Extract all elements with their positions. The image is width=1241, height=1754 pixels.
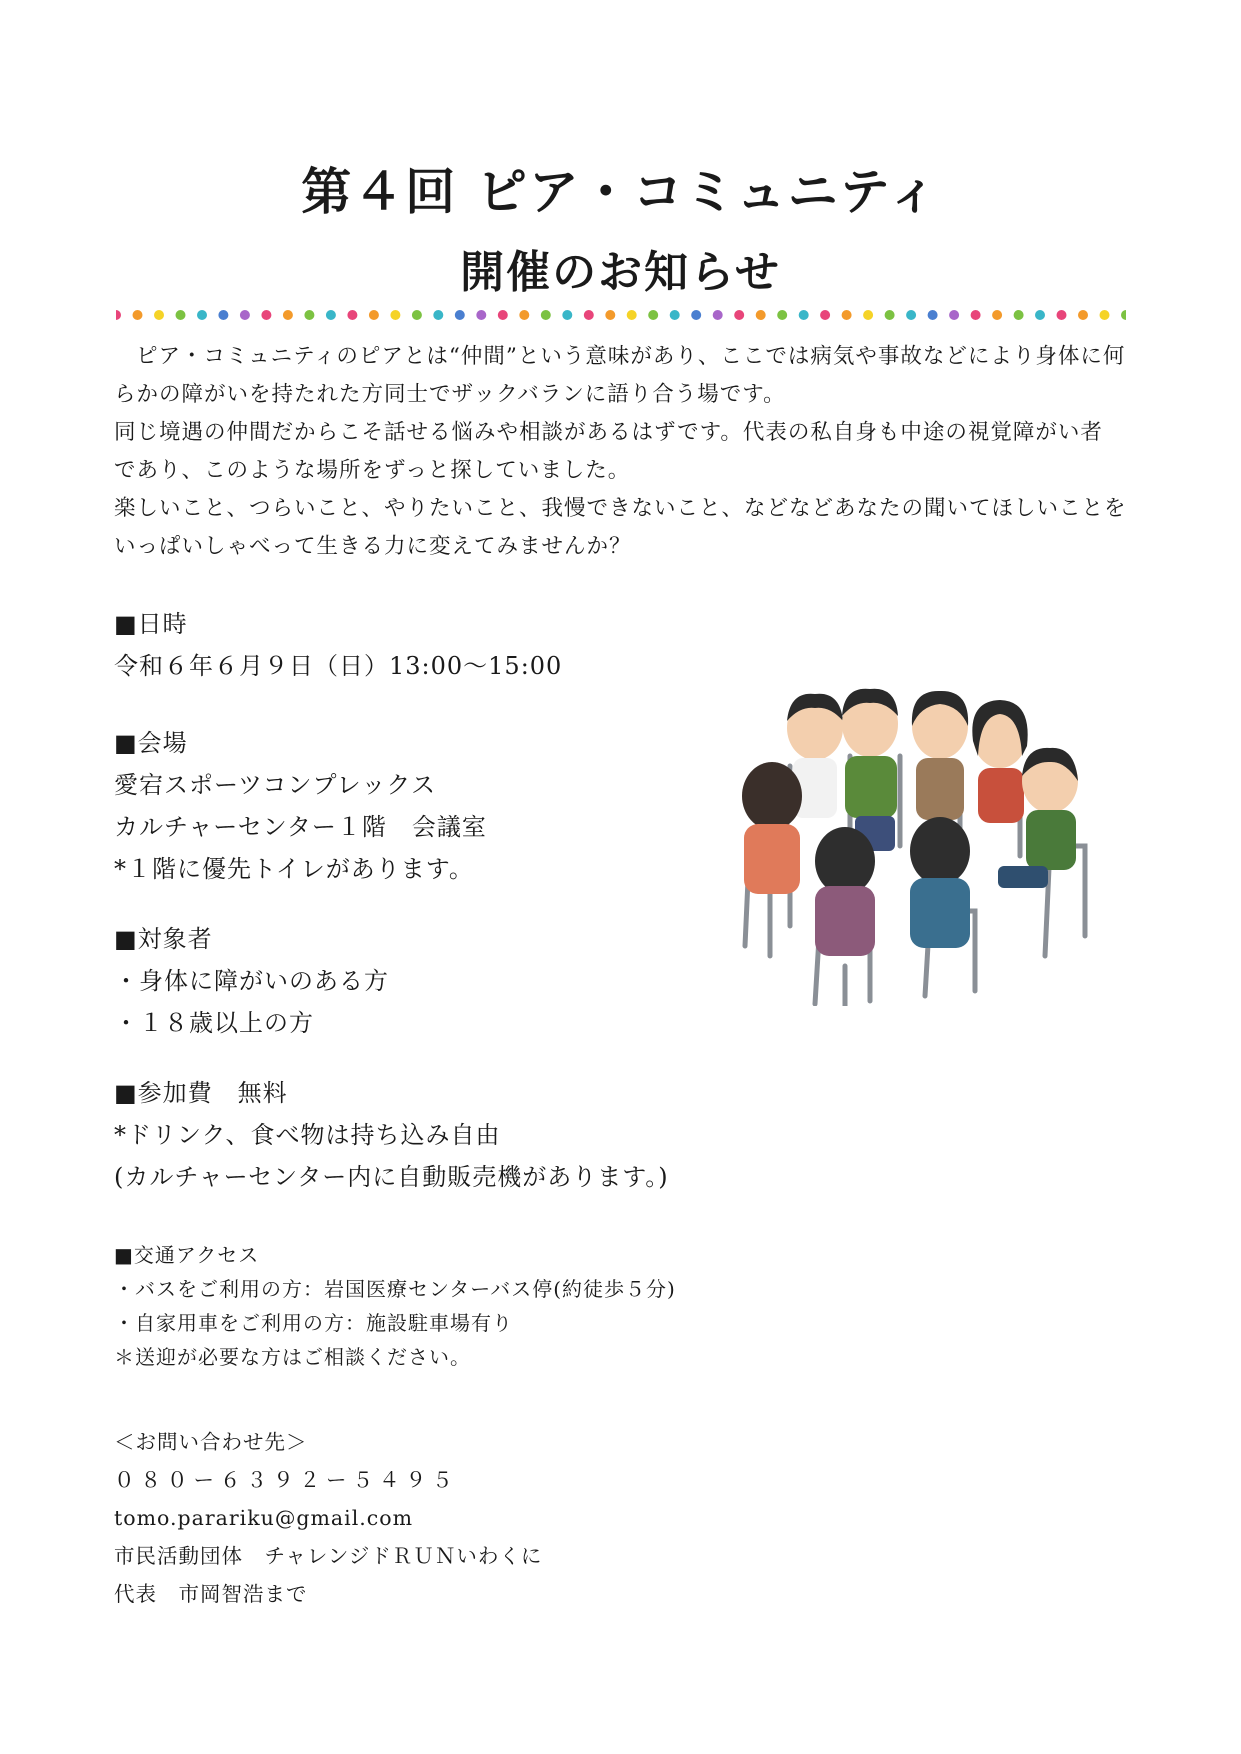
divider-dot [627,310,637,320]
fee-heading: ■参加費 無料 [114,1079,288,1107]
divider-dot [240,310,250,320]
divider-dot [756,310,766,320]
fee-note: (カルチャーセンター内に自動販売機があります。) [114,1163,669,1191]
divider-dot [562,310,572,320]
divider-dot [863,310,873,320]
divider-dot [1121,310,1126,320]
divider-dot [928,310,938,320]
divider-dot [154,310,164,320]
page-subtitle: 開催のお知らせ [460,247,781,298]
fee-section [114,1072,669,1198]
access-bus: ・バスをご利用の方：岩国医療センターバス停(約徒歩５分) [114,1277,676,1301]
divider-dot [455,310,465,320]
divider-dot [1100,310,1110,320]
target-item: ・１８歳以上の方 [114,1009,314,1037]
divider-dot [541,310,551,320]
divider-dot [713,310,723,320]
divider-dot [842,310,852,320]
divider-dot [519,310,529,320]
divider-dot [347,310,357,320]
contact-section [114,1423,542,1613]
intro-line: であり、このような場所をずっと探していました。 [114,458,631,483]
divider-dot [176,310,186,320]
page-title: 第４回 ピア・コミュニティ [301,163,940,221]
divider-dot [734,310,744,320]
divider-dot [412,310,422,320]
divider-dot [261,310,271,320]
intro-line: ピア・コミュニティのピアとは“仲間”という意味があり、ここでは病気や事故などにより身体に何 [136,344,1126,369]
target-section [114,918,389,1044]
divider-dot [1035,310,1045,320]
divider-dot [670,310,680,320]
divider-dot [777,310,787,320]
venue-name: 愛宕スポーツコンプレックス [114,771,437,799]
venue-heading: ■会場 [114,729,188,757]
intro-line: いっぱいしゃべって生きる力に変えてみませんか？ [114,534,632,559]
divider-dot [1057,310,1067,320]
divider-dot [1078,310,1088,320]
target-heading: ■対象者 [114,925,213,953]
contact-heading: ＜お問い合わせ先＞ [114,1430,308,1454]
divider-dot [992,310,1002,320]
venue-note: *１階に優先トイレがあります。 [114,855,474,883]
intro-line: 同じ境遇の仲間だからこそ話せる悩みや相談があるはずです。代表の私自身も中途の視覚障がい者 [114,420,1103,445]
divider-dot [218,310,228,320]
divider-dot [691,310,701,320]
schedule-section [114,603,562,687]
divider-dot [949,310,959,320]
access-section [114,1238,676,1374]
access-pickup: ＊送迎が必要な方はご相談ください。 [114,1345,471,1369]
venue-room: カルチャーセンター１階 会議室 [114,813,487,841]
people-sitting-in-circle-illustration [730,686,1100,1006]
intro-line: 楽しいこと、つらいこと、やりたいこと、我慢できないこと、などなどあなたの聞いてほしいことを [114,496,1127,521]
divider-dot [283,310,293,320]
contact-phone: ０８０ー６３９２ー５４９５ [114,1468,459,1492]
intro-text [114,338,1134,566]
target-item: ・身体に障がいのある方 [114,967,389,995]
divider-dot [390,310,400,320]
divider-dot [369,310,379,320]
schedule-heading: ■日時 [114,610,188,638]
divider-dot [116,310,121,320]
contact-representative: 代表 市岡智浩まで [114,1582,308,1606]
divider-dot [326,310,336,320]
access-car: ・自家用車をご利用の方：施設駐車場有り [114,1311,513,1335]
divider-dot [197,310,207,320]
dotted-divider [116,308,1126,322]
venue-section [114,722,487,890]
divider-dot [476,310,486,320]
divider-dot [498,310,508,320]
divider-dot [885,310,895,320]
divider-dot [1014,310,1024,320]
divider-dot [605,310,615,320]
fee-note: *ドリンク、食べ物は持ち込み自由 [114,1121,501,1149]
divider-dot [133,310,143,320]
divider-dot [304,310,314,320]
divider-dot [799,310,809,320]
access-heading: ■交通アクセス [114,1243,260,1267]
divider-dot [971,310,981,320]
divider-dot [433,310,443,320]
divider-dot [648,310,658,320]
intro-line: らかの障がいを持たれた方同士でザックバランに語り合う場です。 [114,382,786,407]
divider-dot [906,310,916,320]
divider-dot [584,310,594,320]
divider-dot [820,310,830,320]
contact-organization: 市民活動団体 チャレンジドＲＵＮいわくに [114,1544,543,1568]
contact-email[interactable]: tomo.parariku@gmail.com [114,1506,414,1530]
schedule-value: 令和６年６月９日（日）13:00～15:00 [114,652,563,680]
